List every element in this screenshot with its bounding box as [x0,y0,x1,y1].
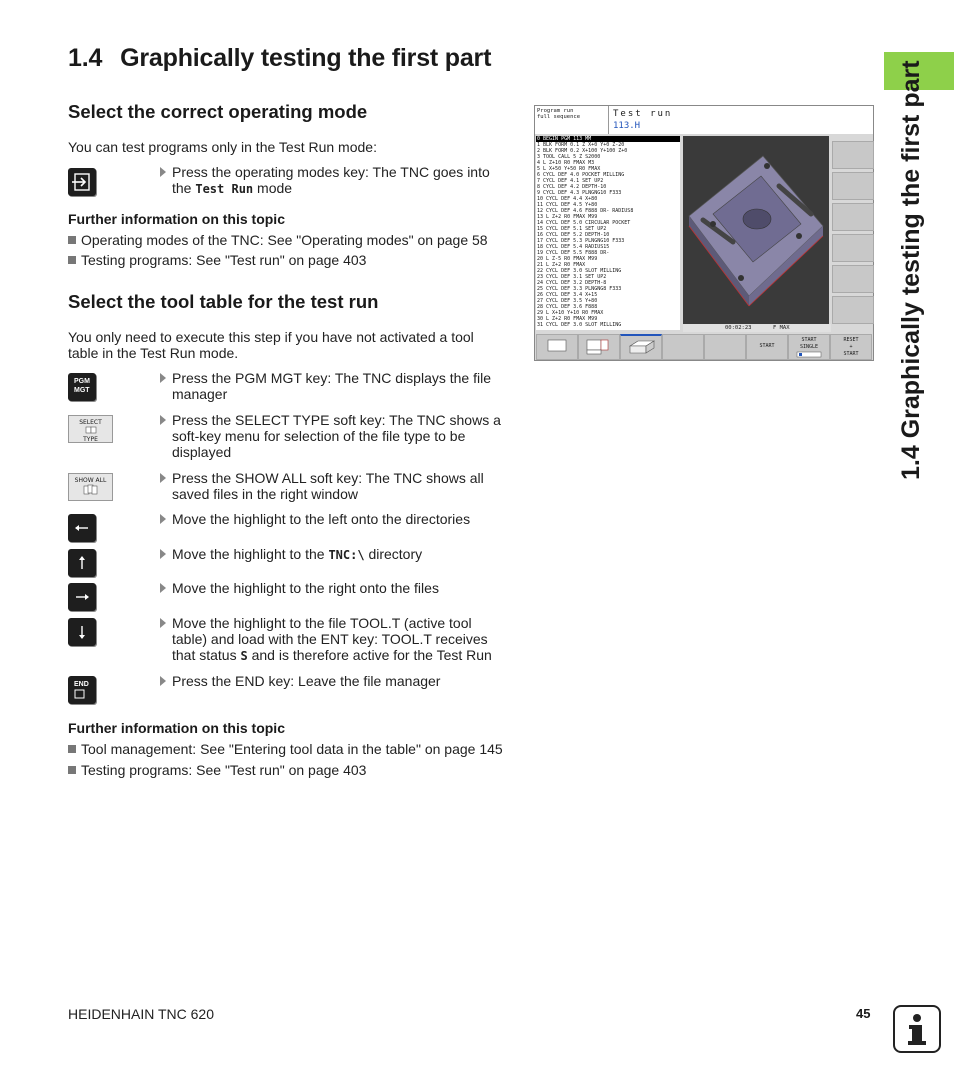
empty-softkey [662,334,704,360]
start-single-softkey: START SINGLE [788,334,830,360]
program-line: 25 CYCL DEF 3.3 PLNGNG8 F333 [537,286,622,292]
program-line: 27 CYCL DEF 3.5 Y+80 [537,298,598,304]
program-line: 20 L Z-5 R0 FMAX M99 [537,256,598,262]
end-square-icon [74,689,86,699]
step-move-left: Move the highlight to the left onto the directories [160,511,515,527]
reset-start-softkey: RESET + START [830,334,872,360]
program-line: 13 L Z+2 R0 FMAX M99 [537,214,598,220]
step-move-up: Move the highlight to the TNC:\ directory [160,546,515,563]
arrow-marker-icon [160,618,166,628]
program-line: 2 BLK FORM 0.2 X+100 Y+100 Z+0 [537,148,628,154]
bullet-square-icon [68,236,76,244]
empty-softkey [704,334,746,360]
program-line: 14 CYCL DEF 5.0 CIRCULAR POCKET [537,220,631,226]
info-i-icon [895,1007,939,1051]
step-end: Press the END key: Leave the file manager [160,673,515,689]
arrow-right-key [68,583,96,611]
program-line: 19 CYCL DEF 5.5 F888 DR- [537,250,610,256]
footer-product: HEIDENHAIN TNC 620 [68,1006,215,1022]
program-line: 17 CYCL DEF 5.3 PLNGNG10 F333 [537,238,625,244]
file-type-icon [85,426,97,434]
test-run-icon [68,168,96,196]
step-load-tool-table: Move the highlight to the file TOOL.T (active tool table) and load with the ENT key: TOOL.T receives that status S and is therefore active for the Test Run [160,615,515,664]
section2-intro: You only need to execute this step if you have not activated a tool table in the Test Run mode. [68,329,474,361]
arrow-marker-icon [160,473,166,483]
files-icon [83,484,99,496]
bullet-item: Operating modes of the TNC: See "Operating modes" on page 58 [68,232,488,248]
bullet-square-icon [68,745,76,753]
select-type-softkey: SELECT TYPE [68,415,113,443]
program-line: 29 L X+10 Y+10 R0 FMAX [537,310,604,316]
view-3d-softkey [620,334,662,360]
plan-view-icon [546,337,568,353]
page-heading: 1.4 Graphically testing the first part [68,44,492,72]
screen-mode-label: Program run full sequence [535,106,609,134]
arrow-marker-icon [160,373,166,383]
program-line: 1 BLK FORM 0.1 Z X+0 Y+0 Z-20 [537,142,625,148]
program-line: 0 BEGIN PGM 113 MM [536,136,680,142]
workpiece-3d-icon [683,136,829,324]
info-icon [893,1005,941,1053]
bullet-square-icon [68,256,76,264]
program-line: 31 CYCL DEF 3.0 SLOT MILLING [537,322,622,328]
program-line: 10 CYCL DEF 4.4 X+80 [537,196,598,202]
program-line: 3 TOOL CALL 5 Z S2000 [537,154,601,160]
program-line: 21 L Z+2 R0 FMAX [537,262,586,268]
program-line: 7 CYCL DEF 4.1 SET UP2 [537,178,604,184]
arrow-up-key [68,549,96,577]
section-title-tool-table: Select the tool table for the test run [68,291,379,312]
start-softkey: START [746,334,788,360]
section-title-operating-mode: Select the correct operating mode [68,101,368,122]
program-line: 24 CYCL DEF 3.2 DEPTH-8 [537,280,607,286]
side-chapter-title: 1.4 Graphically testing the first part [897,60,925,480]
arrow-marker-icon [160,676,166,686]
step-pgm-mgt: Press the PGM MGT key: The TNC displays the file manager [160,370,515,402]
program-line: 16 CYCL DEF 5.2 DEPTH-10 [537,232,610,238]
program-line: 8 CYCL DEF 4.2 DEPTH-10 [537,184,607,190]
bullet-item: Testing programs: See "Test run" on page 403 [68,252,366,268]
3d-view-icon [626,338,656,356]
arrow-marker-icon [160,583,166,593]
side-softkey [832,234,874,262]
program-line: 30 L Z+2 R0 FMAX M99 [537,316,598,322]
bullet-item: Tool management: See "Entering tool data in the table" on page 145 [68,741,503,757]
arrow-marker-icon [160,549,166,559]
side-softkey [832,141,874,169]
graphics-status-bar: 00:02:23 F MAX [683,324,831,332]
arrow-left-key [68,514,96,542]
program-line: 15 CYCL DEF 5.1 SET UP2 [537,226,607,232]
program-line: 4 L Z+10 R0 FMAX M3 [537,160,595,166]
view-plan-softkey [536,334,578,360]
three-planes-icon [584,337,614,355]
step-show-all: Press the SHOW ALL soft key: The TNC shows all saved files in the right window [160,470,515,502]
arrow-down-icon [68,618,96,646]
step-move-right: Move the highlight to the right onto the files [160,580,515,596]
bullet-square-icon [68,766,76,774]
program-line: 23 CYCL DEF 3.1 SET UP2 [537,274,607,280]
arrow-right-icon [68,583,96,611]
single-block-icon [796,351,822,358]
program-line: 11 CYCL DEF 4.5 Y+80 [537,202,598,208]
program-line: 5 L X+50 Y+50 R0 FMAX [537,166,601,172]
end-key: END [68,676,96,704]
arrow-left-icon [68,514,96,542]
screen-title: Test run 113.H [609,106,873,134]
program-line: 9 CYCL DEF 4.3 PLNGNG10 F333 [537,190,622,196]
side-softkey [832,265,874,293]
arrow-up-icon [68,549,96,577]
workpiece-graphic [683,136,829,324]
arrow-marker-icon [160,167,166,177]
arrow-down-key [68,618,96,646]
program-line: 12 CYCL DEF 4.6 F888 DR- RADIUS8 [537,208,634,214]
show-all-softkey: SHOW ALL [68,473,113,501]
further-info-title-2: Further information on this topic [68,720,285,736]
program-line: 26 CYCL DEF 3.4 X+15 [537,292,598,298]
pgm-mgt-key: PGM MGT [68,373,96,401]
side-softkey [832,296,874,324]
program-line: 18 CYCL DEF 5.4 RADIUS15 [537,244,610,250]
section1-intro: You can test programs only in the Test Run mode: [68,139,377,155]
step-select-type: Press the SELECT TYPE soft key: The TNC shows a soft-key menu for selection of the file type to be displayed [160,412,515,460]
arrow-marker-icon [160,514,166,524]
page-number: 45 [856,1006,871,1021]
program-line: 28 CYCL DEF 3.6 F888 [537,304,598,310]
operating-mode-key [68,168,96,196]
program-line: 6 CYCL DEF 4.0 POCKET MILLING [537,172,625,178]
side-softkey [832,172,874,200]
arrow-marker-icon [160,415,166,425]
tnc-screen-screenshot [534,105,874,361]
further-info-title-1: Further information on this topic [68,211,285,227]
view-3planes-softkey [578,334,620,360]
side-softkey [832,203,874,231]
program-listing [536,136,680,330]
step-select-mode: Press the operating modes key: The TNC goes into the Test Run mode [160,164,515,197]
bullet-item: Testing programs: See "Test run" on page 403 [68,762,366,778]
program-line: 22 CYCL DEF 3.0 SLOT MILLING [537,268,622,274]
